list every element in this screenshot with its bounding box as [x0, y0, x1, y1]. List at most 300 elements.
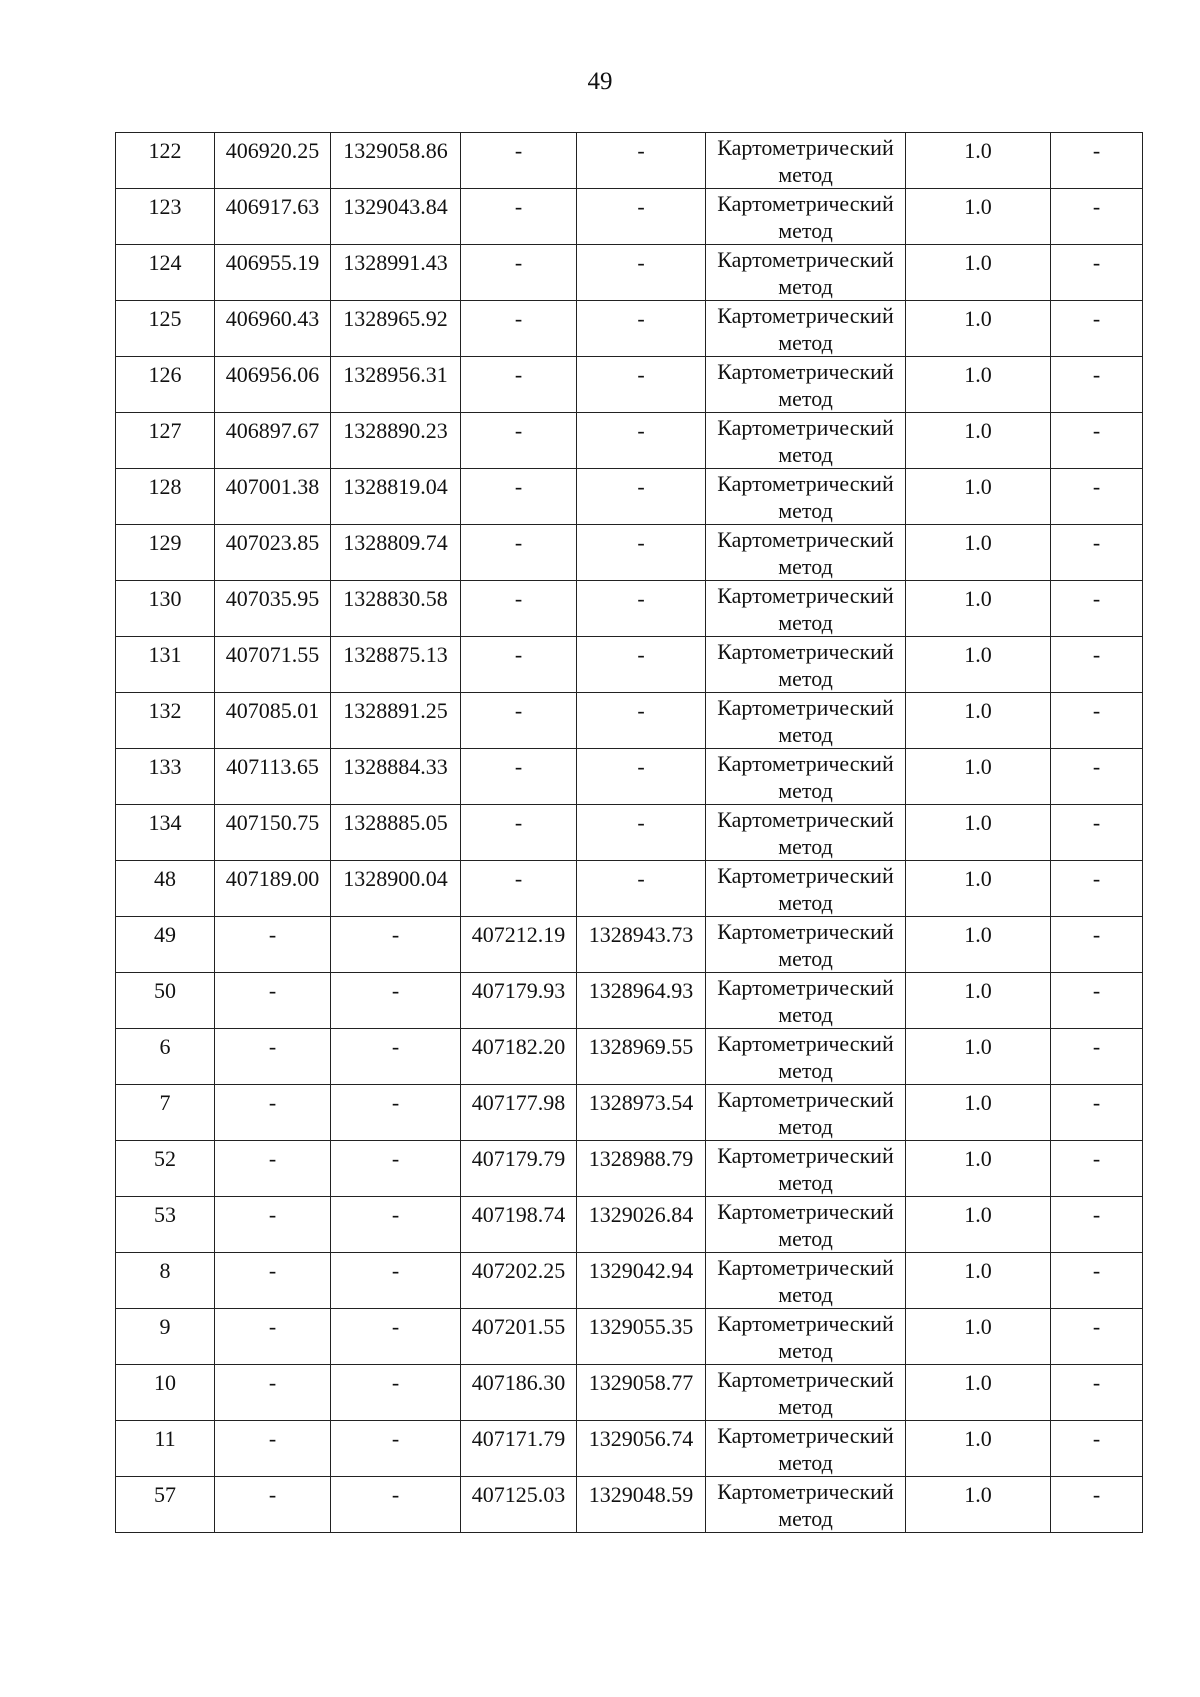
- refined-y-cell: [577, 749, 706, 805]
- method-label-line1: Картометрический: [717, 807, 894, 832]
- accuracy-value: 1.0: [964, 1146, 992, 1171]
- refined-x-cell: [461, 693, 577, 749]
- accuracy-cell: [906, 1253, 1051, 1309]
- refined-y-value: -: [637, 306, 645, 331]
- method-label-line2: метод: [778, 1226, 833, 1251]
- refined-x-value: 407179.79: [471, 1146, 566, 1171]
- existing-y-value: -: [391, 1370, 400, 1395]
- existing-y-cell: [331, 805, 461, 861]
- accuracy-value: 1.0: [964, 978, 992, 1003]
- accuracy-value: 1.0: [964, 866, 992, 891]
- method-label-line2: метод: [778, 1338, 833, 1363]
- accuracy-value: 1.0: [964, 1370, 992, 1395]
- note-cell: [1051, 357, 1143, 413]
- existing-x-value: 407085.01: [225, 698, 320, 723]
- existing-x-cell: [215, 413, 331, 469]
- refined-y-value: -: [637, 194, 645, 219]
- existing-y-value: 1328891.25: [343, 698, 448, 723]
- accuracy-cell: [906, 189, 1051, 245]
- existing-y-cell: [331, 1141, 461, 1197]
- note-value: -: [1092, 978, 1101, 1003]
- method-label-line1: Картометрический: [717, 1479, 894, 1504]
- point-number-cell: [116, 1253, 215, 1309]
- method-cell: [706, 749, 906, 805]
- refined-y-value: -: [637, 642, 645, 667]
- existing-x-cell: [215, 1085, 331, 1141]
- refined-x-value: 407201.55: [471, 1314, 566, 1339]
- existing-x-value: 407113.65: [226, 754, 319, 779]
- existing-x-cell: [215, 1365, 331, 1421]
- note-cell: [1051, 637, 1143, 693]
- existing-x-cell: [215, 693, 331, 749]
- method-label-line2: метод: [778, 274, 833, 299]
- table-row: [116, 301, 1143, 357]
- note-cell: [1051, 1421, 1143, 1477]
- existing-x-value: 407071.55: [225, 642, 320, 667]
- existing-x-value: 406955.19: [225, 250, 320, 275]
- table-row: [116, 805, 1143, 861]
- table-row: [116, 637, 1143, 693]
- refined-x-value: -: [514, 866, 523, 891]
- note-cell: [1051, 1309, 1143, 1365]
- existing-y-value: -: [391, 1202, 400, 1227]
- point-number-value: 52: [154, 1146, 176, 1171]
- table-row: [116, 133, 1143, 189]
- method-label-line2: метод: [778, 890, 833, 915]
- table-row: [116, 469, 1143, 525]
- accuracy-cell: [906, 861, 1051, 917]
- refined-y-cell: [577, 973, 706, 1029]
- point-number-cell: [116, 245, 215, 301]
- existing-x-value: -: [268, 978, 277, 1003]
- refined-y-value: -: [637, 586, 645, 611]
- accuracy-cell: [906, 133, 1051, 189]
- refined-y-cell: [577, 1477, 706, 1533]
- refined-x-value: -: [514, 306, 523, 331]
- point-number-value: 50: [154, 978, 176, 1003]
- existing-x-cell: [215, 861, 331, 917]
- point-number-value: 49: [154, 922, 176, 947]
- refined-y-value: -: [637, 866, 645, 891]
- note-cell: [1051, 917, 1143, 973]
- method-label-line1: Картометрический: [717, 1255, 894, 1280]
- existing-x-cell: [215, 301, 331, 357]
- refined-y-value: 1328988.79: [588, 1146, 694, 1171]
- accuracy-value: 1.0: [964, 138, 992, 163]
- refined-x-cell: [461, 637, 577, 693]
- existing-x-cell: [215, 749, 331, 805]
- existing-y-cell: [331, 581, 461, 637]
- existing-y-cell: [331, 693, 461, 749]
- existing-y-value: 1328890.23: [343, 418, 448, 443]
- refined-y-value: 1329058.77: [588, 1370, 694, 1395]
- point-number-value: 130: [148, 586, 182, 611]
- note-value: -: [1092, 698, 1101, 723]
- table-body: [116, 133, 1143, 1533]
- point-number-cell: [116, 525, 215, 581]
- point-number-cell: [116, 1477, 215, 1533]
- existing-y-value: -: [391, 1034, 400, 1059]
- refined-x-cell: [461, 1253, 577, 1309]
- refined-x-cell: [461, 1477, 577, 1533]
- note-cell: [1051, 245, 1143, 301]
- method-cell: [706, 1141, 906, 1197]
- point-number-cell: [116, 301, 215, 357]
- existing-x-value: -: [268, 1258, 277, 1283]
- point-number-cell: [116, 189, 215, 245]
- refined-y-cell: [577, 1253, 706, 1309]
- refined-y-value: -: [637, 810, 645, 835]
- method-cell: [706, 413, 906, 469]
- existing-y-cell: [331, 1365, 461, 1421]
- refined-x-value: -: [514, 362, 523, 387]
- point-number-cell: [116, 1085, 215, 1141]
- existing-x-value: 406917.63: [225, 194, 320, 219]
- refined-x-cell: [461, 1085, 577, 1141]
- point-number-value: 126: [148, 362, 182, 387]
- refined-y-cell: [577, 581, 706, 637]
- table-row: [116, 525, 1143, 581]
- existing-y-cell: [331, 973, 461, 1029]
- table-row: [116, 973, 1143, 1029]
- method-label-line1: Картометрический: [717, 1423, 894, 1448]
- point-number-cell: [116, 1309, 215, 1365]
- refined-x-value: 407212.19: [471, 922, 566, 947]
- note-cell: [1051, 189, 1143, 245]
- existing-y-value: -: [391, 1146, 400, 1171]
- accuracy-value: 1.0: [964, 698, 992, 723]
- accuracy-value: 1.0: [964, 810, 992, 835]
- existing-x-value: 406920.25: [225, 138, 320, 163]
- refined-y-value: -: [637, 754, 645, 779]
- existing-y-cell: [331, 469, 461, 525]
- refined-y-cell: [577, 469, 706, 525]
- method-cell: [706, 1477, 906, 1533]
- table-row: [116, 189, 1143, 245]
- refined-y-value: -: [637, 362, 645, 387]
- refined-x-cell: [461, 357, 577, 413]
- existing-x-cell: [215, 133, 331, 189]
- point-number-value: 10: [154, 1370, 176, 1395]
- method-label-line1: Картометрический: [717, 1143, 894, 1168]
- method-cell: [706, 861, 906, 917]
- refined-x-cell: [461, 749, 577, 805]
- method-label-line1: Картометрический: [717, 527, 894, 552]
- refined-y-cell: [577, 413, 706, 469]
- existing-x-value: -: [268, 922, 277, 947]
- accuracy-cell: [906, 1477, 1051, 1533]
- refined-x-value: -: [514, 698, 523, 723]
- table-row: [116, 1477, 1143, 1533]
- method-label-line2: метод: [778, 218, 833, 243]
- refined-x-cell: [461, 805, 577, 861]
- point-number-value: 129: [148, 530, 182, 555]
- note-value: -: [1092, 810, 1101, 835]
- existing-x-cell: [215, 973, 331, 1029]
- existing-x-cell: [215, 525, 331, 581]
- method-label-line2: метод: [778, 834, 833, 859]
- accuracy-cell: [906, 525, 1051, 581]
- method-cell: [706, 1085, 906, 1141]
- accuracy-value: 1.0: [964, 922, 992, 947]
- method-cell: [706, 1309, 906, 1365]
- note-cell: [1051, 805, 1143, 861]
- point-number-cell: [116, 749, 215, 805]
- accuracy-cell: [906, 693, 1051, 749]
- note-value: -: [1092, 362, 1101, 387]
- method-cell: [706, 1253, 906, 1309]
- accuracy-value: 1.0: [964, 1482, 992, 1507]
- accuracy-cell: [906, 805, 1051, 861]
- note-value: -: [1092, 1034, 1101, 1059]
- refined-x-cell: [461, 973, 577, 1029]
- point-number-value: 123: [148, 194, 182, 219]
- refined-y-cell: [577, 1421, 706, 1477]
- method-cell: [706, 301, 906, 357]
- refined-x-value: 407186.30: [471, 1370, 566, 1395]
- method-cell: [706, 805, 906, 861]
- coordinates-table: [115, 132, 1143, 1533]
- point-number-cell: [116, 637, 215, 693]
- note-cell: [1051, 1365, 1143, 1421]
- accuracy-value: 1.0: [964, 1034, 992, 1059]
- accuracy-cell: [906, 749, 1051, 805]
- existing-x-value: -: [268, 1482, 277, 1507]
- existing-y-cell: [331, 525, 461, 581]
- existing-x-cell: [215, 637, 331, 693]
- refined-x-value: 407171.79: [471, 1426, 566, 1451]
- accuracy-value: 1.0: [964, 418, 992, 443]
- existing-y-cell: [331, 1197, 461, 1253]
- accuracy-cell: [906, 1029, 1051, 1085]
- method-cell: [706, 1365, 906, 1421]
- refined-x-value: -: [514, 194, 523, 219]
- existing-x-cell: [215, 1029, 331, 1085]
- existing-x-value: -: [268, 1314, 277, 1339]
- accuracy-value: 1.0: [964, 362, 992, 387]
- point-number-value: 53: [154, 1202, 176, 1227]
- existing-y-cell: [331, 1085, 461, 1141]
- method-label-line2: метод: [778, 554, 833, 579]
- accuracy-cell: [906, 245, 1051, 301]
- note-value: -: [1092, 306, 1101, 331]
- accuracy-value: 1.0: [964, 1090, 992, 1115]
- existing-y-value: -: [391, 978, 400, 1003]
- method-label-line1: Картометрический: [717, 471, 894, 496]
- existing-y-value: 1328900.04: [343, 866, 448, 891]
- note-value: -: [1092, 194, 1101, 219]
- existing-x-value: 406956.06: [225, 362, 320, 387]
- existing-x-cell: [215, 581, 331, 637]
- refined-x-cell: [461, 1309, 577, 1365]
- method-label-line1: Картометрический: [717, 751, 894, 776]
- existing-x-value: -: [268, 1370, 277, 1395]
- existing-y-cell: [331, 133, 461, 189]
- method-label-line1: Картометрический: [717, 639, 894, 664]
- method-cell: [706, 469, 906, 525]
- method-label-line2: метод: [778, 1058, 833, 1083]
- refined-x-cell: [461, 917, 577, 973]
- method-cell: [706, 189, 906, 245]
- existing-y-value: 1328809.74: [343, 530, 448, 555]
- accuracy-value: 1.0: [964, 530, 992, 555]
- existing-x-value: -: [268, 1090, 277, 1115]
- method-label-line2: метод: [778, 1450, 833, 1475]
- method-label-line2: метод: [778, 666, 833, 691]
- point-number-cell: [116, 805, 215, 861]
- existing-y-value: 1328991.43: [343, 250, 448, 275]
- existing-x-value: 407001.38: [225, 474, 320, 499]
- table-row: [116, 1197, 1143, 1253]
- note-cell: [1051, 581, 1143, 637]
- note-value: -: [1092, 642, 1101, 667]
- existing-y-value: 1328965.92: [343, 306, 448, 331]
- existing-y-value: 1328884.33: [343, 754, 448, 779]
- point-number-value: 128: [148, 474, 182, 499]
- method-cell: [706, 525, 906, 581]
- method-label-line1: Картометрический: [717, 975, 894, 1000]
- refined-y-value: 1329055.35: [588, 1314, 694, 1339]
- refined-x-cell: [461, 1421, 577, 1477]
- existing-x-cell: [215, 805, 331, 861]
- method-label-line2: метод: [778, 778, 833, 803]
- accuracy-value: 1.0: [964, 586, 992, 611]
- refined-x-value: -: [514, 474, 523, 499]
- refined-x-cell: [461, 861, 577, 917]
- existing-x-cell: [215, 245, 331, 301]
- method-label-line1: Картометрический: [717, 1367, 894, 1392]
- note-value: -: [1092, 138, 1101, 163]
- accuracy-cell: [906, 1141, 1051, 1197]
- refined-y-value: -: [637, 530, 645, 555]
- note-value: -: [1092, 754, 1101, 779]
- method-label-line1: Картометрический: [717, 359, 894, 384]
- note-value: -: [1092, 474, 1101, 499]
- refined-x-cell: [461, 1141, 577, 1197]
- accuracy-cell: [906, 973, 1051, 1029]
- method-cell: [706, 693, 906, 749]
- table-row: [116, 581, 1143, 637]
- method-label-line2: метод: [778, 330, 833, 355]
- method-label-line2: метод: [778, 1394, 833, 1419]
- refined-x-value: 407177.98: [471, 1090, 566, 1115]
- refined-y-cell: [577, 1085, 706, 1141]
- note-cell: [1051, 1141, 1143, 1197]
- point-number-value: 57: [154, 1482, 176, 1507]
- accuracy-cell: [906, 469, 1051, 525]
- refined-x-cell: [461, 1197, 577, 1253]
- method-cell: [706, 245, 906, 301]
- note-cell: [1051, 133, 1143, 189]
- accuracy-value: 1.0: [964, 754, 992, 779]
- method-label-line1: Картометрический: [717, 919, 894, 944]
- refined-x-value: 407125.03: [471, 1482, 566, 1507]
- method-label-line2: метод: [778, 386, 833, 411]
- existing-y-cell: [331, 861, 461, 917]
- accuracy-value: 1.0: [964, 306, 992, 331]
- note-value: -: [1092, 418, 1101, 443]
- table-row: [116, 413, 1143, 469]
- point-number-value: 133: [148, 754, 182, 779]
- note-value: -: [1092, 1314, 1101, 1339]
- point-number-value: 122: [148, 138, 182, 163]
- refined-y-value: 1328943.73: [588, 922, 694, 947]
- refined-y-cell: [577, 1365, 706, 1421]
- point-number-value: 134: [148, 810, 182, 835]
- method-cell: [706, 1421, 906, 1477]
- existing-x-cell: [215, 1421, 331, 1477]
- refined-x-value: -: [514, 418, 523, 443]
- refined-x-value: -: [514, 754, 523, 779]
- refined-y-cell: [577, 1309, 706, 1365]
- note-value: -: [1092, 586, 1101, 611]
- point-number-cell: [116, 1141, 215, 1197]
- point-number-cell: [116, 1197, 215, 1253]
- note-cell: [1051, 525, 1143, 581]
- existing-y-value: -: [391, 1482, 400, 1507]
- point-number-cell: [116, 469, 215, 525]
- note-value: -: [1092, 250, 1101, 275]
- refined-y-cell: [577, 357, 706, 413]
- method-label-line2: метод: [778, 162, 833, 187]
- method-label-line2: метод: [778, 498, 833, 523]
- refined-y-value: -: [637, 698, 645, 723]
- refined-x-cell: [461, 189, 577, 245]
- existing-x-value: 406960.43: [225, 306, 320, 331]
- method-label-line2: метод: [778, 1170, 833, 1195]
- method-label-line1: Картометрический: [717, 863, 894, 888]
- method-label-line2: метод: [778, 1114, 833, 1139]
- refined-y-cell: [577, 1197, 706, 1253]
- note-value: -: [1092, 922, 1101, 947]
- existing-y-value: 1329058.86: [343, 138, 448, 163]
- point-number-value: 48: [154, 866, 176, 891]
- existing-x-value: 407150.75: [225, 810, 320, 835]
- point-number-value: 8: [159, 1258, 171, 1283]
- refined-y-value: -: [637, 474, 645, 499]
- table-row: [116, 1365, 1143, 1421]
- method-label-line2: метод: [778, 1282, 833, 1307]
- note-value: -: [1092, 866, 1101, 891]
- note-cell: [1051, 1085, 1143, 1141]
- accuracy-value: 1.0: [964, 1426, 992, 1451]
- existing-y-cell: [331, 413, 461, 469]
- refined-y-value: 1329048.59: [588, 1482, 694, 1507]
- existing-y-value: 1328956.31: [343, 362, 448, 387]
- accuracy-cell: [906, 357, 1051, 413]
- method-cell: [706, 1197, 906, 1253]
- note-value: -: [1092, 1482, 1101, 1507]
- refined-y-cell: [577, 1141, 706, 1197]
- method-cell: [706, 1029, 906, 1085]
- point-number-value: 11: [154, 1426, 176, 1451]
- refined-y-cell: [577, 189, 706, 245]
- note-cell: [1051, 1029, 1143, 1085]
- refined-x-value: 407202.25: [471, 1258, 566, 1283]
- refined-x-cell: [461, 133, 577, 189]
- table-row: [116, 1085, 1143, 1141]
- refined-x-cell: [461, 581, 577, 637]
- note-value: -: [1092, 1258, 1101, 1283]
- table-row: [116, 245, 1143, 301]
- method-label-line2: метод: [778, 442, 833, 467]
- note-cell: [1051, 1197, 1143, 1253]
- note-value: -: [1092, 530, 1101, 555]
- existing-x-value: 406897.67: [225, 418, 320, 443]
- table-row: [116, 1309, 1143, 1365]
- note-cell: [1051, 861, 1143, 917]
- table-row: [116, 357, 1143, 413]
